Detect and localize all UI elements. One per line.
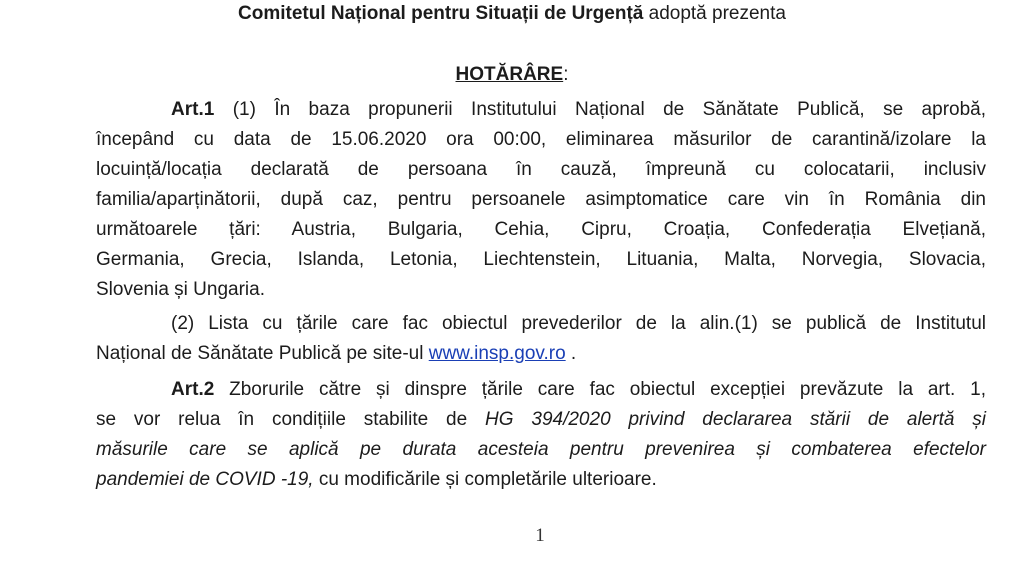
- article-1-line: începând cu data de 15.06.2020 ora 00:00, eliminarea măsurilor de carantină/izolare la: [96, 129, 986, 150]
- decision-colon: :: [563, 64, 569, 85]
- intro-rest: adoptă prezenta: [643, 3, 786, 24]
- article-1-paragraph-1: [96, 95, 986, 305]
- article-1-line: Germania, Grecia, Islanda, Letonia, Liechtenstein, Lituania, Malta, Norvegia, Slovacia,: [96, 249, 986, 270]
- article-1-line: locuință/locația declarată de persoana în cauză, împreună cu colocatarii, inclusiv: [96, 159, 986, 180]
- article-2-label: Art.2: [171, 379, 215, 400]
- article-2-line: se vor relua în condițiile stabilite de HG 394/2020 privind declararea stării de alertă și: [96, 409, 986, 430]
- article-1-p2-line: Național de Sănătate Publică pe site-ul www.insp.gov.ro .: [96, 343, 577, 364]
- article-1-line: următoarele țări: Austria, Bulgaria, Cehia, Cipru, Croația, Confederația Elvețiană,: [96, 219, 986, 240]
- article-1-line: Art.1 (1) În baza propunerii Institutului Național de Sănătate Publică, se aprobă,: [171, 99, 986, 120]
- page-number: 1: [535, 525, 545, 546]
- article-1-p2-line: (2) Lista cu țările care fac obiectul prevederilor de la alin.(1) se publică de Institutul: [171, 313, 986, 334]
- article-1-line: Slovenia și Ungaria.: [96, 279, 265, 300]
- article-1-line: familia/aparținătorii, după caz, pentru persoanele asimptomatice care vin în România din: [96, 189, 986, 210]
- article-2-paragraph: [96, 375, 986, 495]
- decision-heading: [0, 64, 1024, 86]
- intro-line: [0, 3, 1024, 25]
- insp-website-link[interactable]: www.insp.gov.ro: [428, 343, 566, 364]
- article-1-label: Art.1: [171, 99, 215, 120]
- article-1-paragraph-2: [96, 309, 986, 369]
- decision-title: HOTĂRÂRE: [455, 64, 564, 85]
- article-2-line: măsurile care se aplică pe durata acesteia pentru prevenirea și combaterea efectelor: [96, 439, 986, 460]
- committee-name: Comitetul Național pentru Situații de Urgență: [238, 3, 644, 24]
- article-2-line: Art.2 Zborurile către și dinspre țările care fac obiectul excepției prevăzute la art. 1,: [171, 379, 986, 400]
- article-2-line: pandemiei de COVID -19, cu modificările și completările ulterioare.: [96, 469, 657, 490]
